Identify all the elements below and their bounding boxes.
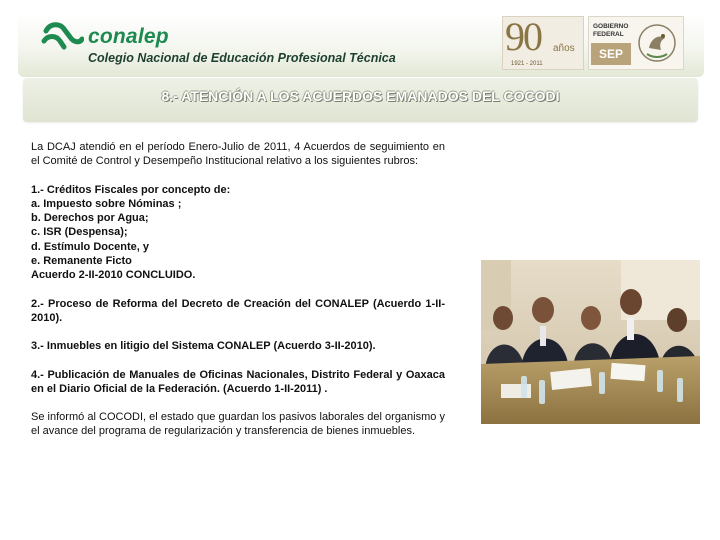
gov-line-1: GOBIERNO (593, 23, 629, 30)
anniversary-badge (502, 16, 584, 70)
government-badge (588, 16, 684, 70)
closing-paragraph: Se informó al COCODI, el estado que guardan los pasivos laborales del organismo y el avance del programa de regularización y transferencia de bienes inmuebles. (31, 411, 445, 438)
item-1-block (31, 183, 445, 283)
section-title: 8.- ATENCIÓN A LOS ACUERDOS EMANADOS DEL COCODI (161, 88, 560, 104)
content-body (31, 140, 445, 439)
item-4: 4.- Publicación de Manuales de Oficinas Nacionales, Distrito Federal y Oaxaca en el Diario Oficial de la Federación. (Acuerdo 1-II-2011) . (31, 368, 445, 395)
anniversary-word: años (553, 43, 575, 54)
anniversary-years: 1921 - 2011 (511, 61, 543, 67)
brand-name: conalep (88, 25, 169, 48)
meeting-photo (481, 260, 700, 424)
item-1-line: a. Impuesto sobre Nóminas ; (31, 197, 182, 210)
item-1-line: c. ISR (Despensa); (31, 226, 128, 239)
item-1-line: b. Derechos por Agua; (31, 212, 149, 225)
anniversary-number: 90 (505, 14, 541, 59)
conalep-logo-icon (40, 21, 84, 53)
item-2: 2.- Proceso de Reforma del Decreto de Creación del CONALEP (Acuerdo 1-II-2010). (31, 297, 445, 324)
mexico-emblem-icon (635, 20, 679, 66)
intro-paragraph: La DCAJ atendió en el período Enero-Julio de 2011, 4 Acuerdos de seguimiento en el Comité de Control y Desempeño Institucional relativo a los siguientes rubros: (31, 141, 445, 168)
brand-subtitle: Colegio Nacional de Educación Profesional Técnica (88, 51, 396, 65)
gov-line-2: FEDERAL (593, 31, 624, 38)
item-1-line: d. Estímulo Docente, y (31, 240, 149, 253)
item-1-line: Acuerdo 2-II-2010 CONCLUIDO. (31, 269, 196, 282)
item-1-line: e. Remanente Ficto (31, 255, 132, 268)
section-title-bar (23, 78, 698, 122)
item-1-line: 1.- Créditos Fiscales por concepto de: (31, 183, 231, 196)
sep-label: SEP (591, 43, 631, 65)
item-3: 3.- Inmuebles en litigio del Sistema CONALEP (Acuerdo 3-II-2010). (31, 340, 376, 353)
